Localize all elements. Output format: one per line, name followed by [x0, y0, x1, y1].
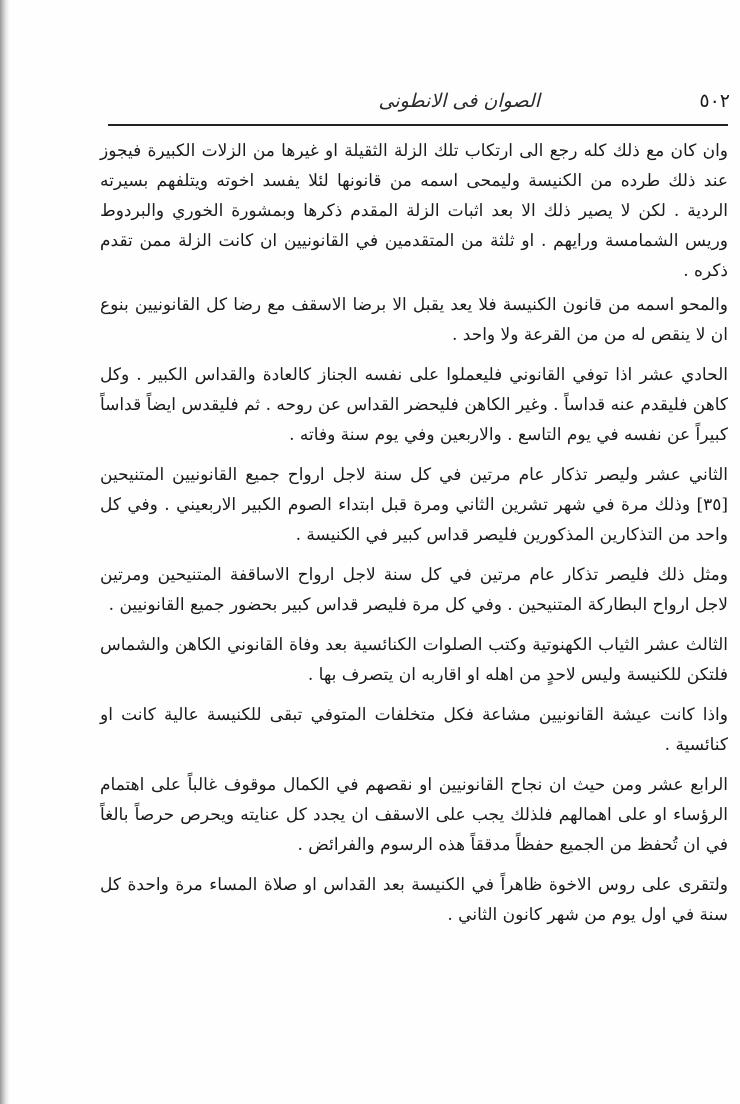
paragraph: ومثل ذلك فليصر تذكار عام مرتين في كل سنة لاجل ارواح الاساقفة المتنيحين ومرتين لاجل ارواح البطاركة المتنيحين . وفي كل مرة فليصر قداس كبير بحضور جميع القانونيين . [100, 565, 728, 615]
paragraph: واذا كانت عيشة القانونيين مشاعة فكل متخلفات المتوفي تبقى للكنيسة عالية كانت او كنائسية . [100, 705, 728, 755]
page-number: ٥٠٢ [699, 90, 730, 112]
paragraph: الحادي عشر اذا توفي القانوني فليعملوا على نفسه الجناز كالعادة والقداس الكبير . وكل كاهن فليقدم عنه قداساً . وغير الكاهن فليحضر القداس عن روحه . ثم فليقدس ايضاً قداساً كبيراً عن نفسه في يوم التاسع . والاربعين وفي يوم سنة وفاته . [100, 365, 728, 445]
paragraph: ولتقرى على روس الاخوة ظاهراً في الكنيسة بعد القداس او صلاة المساء مرة واحدة كل سنة في اول يوم من شهر كانون الثاني . [100, 875, 728, 925]
body-text [100, 136, 728, 940]
paragraph: وان كان مع ذلك كله رجع الى ارتكاب تلك الزلة الثقيلة او غيرها من الزلات الكبيرة فيجوز عند ذلك طرده من الكنيسة وليمحى اسمه من قانونها لئلا يفسد اخوته ويتلفهم بسيرته الردية . لكن لا يصير ذلك الا بعد اثبات الزلة المقدم ذكرها وبمشورة الخوري والبردوط وريس الشمامسة ورايهم . او ثلثة من المتقدمين في القانونيين ان كانت الزلة ممن تقدم ذكره . [100, 141, 728, 281]
page-header [96, 86, 730, 120]
page-edge-shadow [0, 0, 10, 1104]
paragraph: الثاني عشر وليصر تذكار عام مرتين في كل سنة لاجل ارواح جميع القانونيين المتنيحين [٣٥] وذلك مرة في شهر تشرين الثاني ومرة قبل ابتداء الصوم الكبير الاربعيني . وفي كل واحد من التذكارين المذكورين فليصر قداس كبير في الكنيسة . [100, 465, 728, 545]
header-rule [108, 124, 728, 126]
paragraph: الرابع عشر ومن حيث ان نجاح القانونيين او نقصهم في الكمال موقوف غالباً على اهتمام الرؤساء او على اهمالهم فلذلك يجب على الاسقف ان يجدد كل عنايته ويحرص حرصاً بالغاً في ان تُحفظ من الجميع حفظاً مدققاً هذه الرسوم والفرائض . [100, 775, 728, 855]
running-title: الصوان فى الانطونى [378, 90, 540, 112]
paragraph: والمحو اسمه من قانون الكنيسة فلا يعد يقبل الا برضا الاسقف مع رضا كل القانونيين بنوع ان لا ينقص له من من القرعة ولا واحد . [100, 295, 728, 345]
paragraph: الثالث عشر الثياب الكهنوتية وكتب الصلوات الكنائسية بعد وفاة القانوني الكاهن والشماس فلتكن للكنيسة وليس لاحدٍ من اهله او اقاربه ان يتصرف بها . [100, 635, 728, 685]
